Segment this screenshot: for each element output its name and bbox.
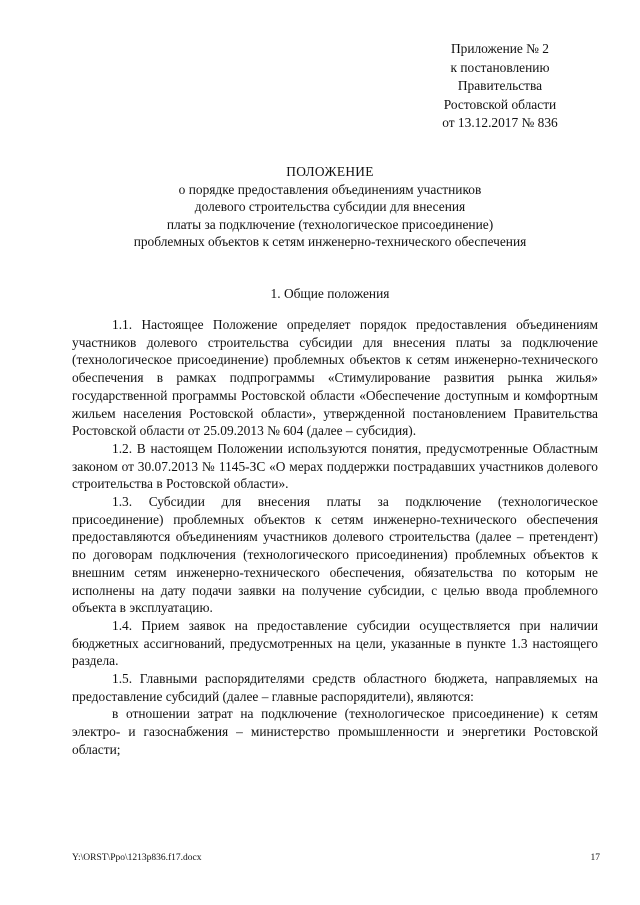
appendix-line: Ростовской области <box>443 96 557 112</box>
paragraph-1-5-item: в отношении затрат на подключение (технологическое присоединение) к сетям электро- и газоснабжения – министерство промышленности и энергетики Ростовской области; <box>72 706 598 757</box>
paragraph-1-4: 1.4. Прием заявок на предоставление субсидии осуществляется при наличии бюджетных ассигнований, предусмотренных на цели, указанные в пункте 1.3 настоящего раздела. <box>72 617 598 669</box>
paragraph-1-3: 1.3. Субсидии для внесения платы за подключение (технологическое присоединение) проблемных объектов к сетям инженерно-технического обеспечения предоставляются объединениям участников долевого строительства (далее – претендент) по договорам подключения (технологического присоединения) проблемных объектов к внешним сетям инженерно-технического обеспечения, обязательства по которым не исполнены на дату подачи заявки на получение субсидии, с целью ввода проблемного объекта в эксплуатацию. <box>72 494 598 616</box>
section-heading: 1. Общие положения <box>270 286 390 301</box>
appendix-line: к постановлению <box>450 59 550 75</box>
title-main: ПОЛОЖЕНИЕ <box>286 164 374 179</box>
paragraph-1-2: 1.2. В настоящем Положении используются понятия, предусмотренные Областным законом от 30.07.2013 № 1145-ЗС «О мерах поддержки пострадавших участников долевого строительства в Ростовской области». <box>72 440 598 492</box>
appendix-line: от 13.12.2017 № 836 <box>442 115 558 131</box>
title-line: о порядке предоставления объединениям участников <box>178 181 482 197</box>
body-text <box>72 316 598 759</box>
appendix-line: Приложение № 2 <box>450 41 550 56</box>
title-line: долевого строительства субсидии для внесения <box>194 199 466 215</box>
footer-file-path: Y:\ORST\Ppo\1213p836.f17.docx <box>72 853 202 863</box>
title-line: платы за подключение (технологическое присоединение) <box>166 216 494 232</box>
document-title <box>60 163 600 251</box>
paragraph-1-5: 1.5. Главными распорядителями средств областного бюджета, направляемых на предоставление субсидий (далее – главные распорядители), являются: <box>72 671 598 704</box>
appendix-line: Правительства <box>457 78 543 94</box>
title-line: проблемных объектов к сетям инженерно-технического обеспечения <box>133 234 527 250</box>
paragraph-1-1: 1.1. Настоящее Положение определяет порядок предоставления объединениям участников долевого строительства субсидии для внесения платы за подключение (технологическое присоединение) проблемных объектов к сетям инженерно-технического обеспечения в рамках подпрограммы «Стимулирование развития рынка жилья» государственной программы Ростовской области «Обеспечение доступным и комфортным жильем населения Ростовской области», утвержденной постановлением Правительства Ростовской области от 25.09.2013 № 604 (далее – субсидия). <box>72 317 598 439</box>
footer-page-number: 17 <box>590 853 600 863</box>
appendix-block <box>400 40 600 133</box>
